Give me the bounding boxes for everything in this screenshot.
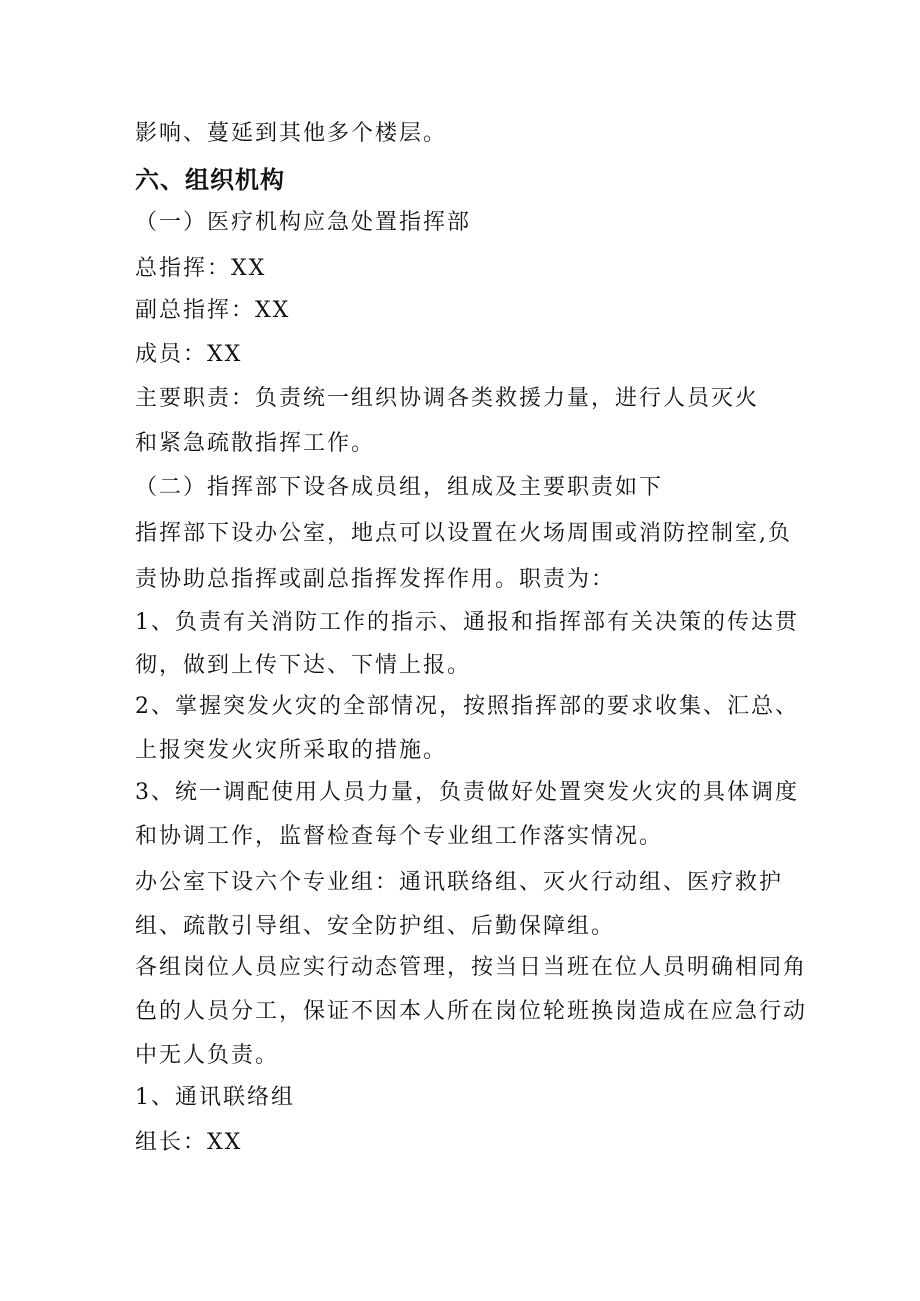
text-line: 彻，做到上传下达、下情上报。 — [135, 653, 472, 678]
subsection-heading: （一）医疗机构应急处置指挥部 — [135, 210, 472, 235]
text-line: 组长：XX — [135, 1130, 243, 1155]
text-line: 组、疏散引导组、安全防护组、后勤保障组。 — [135, 914, 616, 939]
subsection-heading: （二）指挥部下设各成员组，组成及主要职责如下 — [135, 475, 664, 500]
text-line: 影响、蔓延到其他多个楼层。 — [135, 121, 448, 146]
section-heading: 六、组织机构 — [135, 166, 285, 194]
text-line: 指挥部下设办公室，地点可以设置在火场周围或消防控制室,负 — [135, 521, 792, 546]
text-line: 总指挥：XX — [135, 256, 267, 281]
text-line: 主要职责：负责统一组织协调各类救援力量，进行人员灭火 — [135, 386, 760, 411]
text-line: 各组岗位人员应实行动态管理，按当日当班在位人员明确相同角 — [135, 955, 808, 980]
text-line: 上报突发火灾所采取的措施。 — [135, 738, 448, 763]
text-line: 和协调工作，监督检查每个专业组工作落实情况。 — [135, 824, 664, 849]
text-line: 3、统一调配使用人员力量，负责做好处置突发火灾的具体调度 — [135, 780, 799, 805]
text-line: 中无人负责。 — [135, 1043, 280, 1068]
text-line: 1、通讯联络组 — [135, 1085, 295, 1110]
text-line: 办公室下设六个专业组：通讯联络组、灭火行动组、医疗救护 — [135, 870, 784, 895]
text-line: 成员：XX — [135, 342, 243, 367]
text-line: 和紧急疏散指挥工作。 — [135, 431, 376, 456]
text-line: 色的人员分工，保证不因本人所在岗位轮班换岗造成在应急行动 — [135, 999, 808, 1024]
text-line: 1、负责有关消防工作的指示、通报和指挥部有关决策的传达贯 — [135, 610, 799, 635]
text-line: 副总指挥：XX — [135, 298, 291, 323]
text-line: 2、掌握突发火灾的全部情况，按照指挥部的要求收集、汇总、 — [135, 694, 799, 719]
text-line: 责协助总指挥或副总指挥发挥作用。职责为： — [135, 567, 616, 592]
